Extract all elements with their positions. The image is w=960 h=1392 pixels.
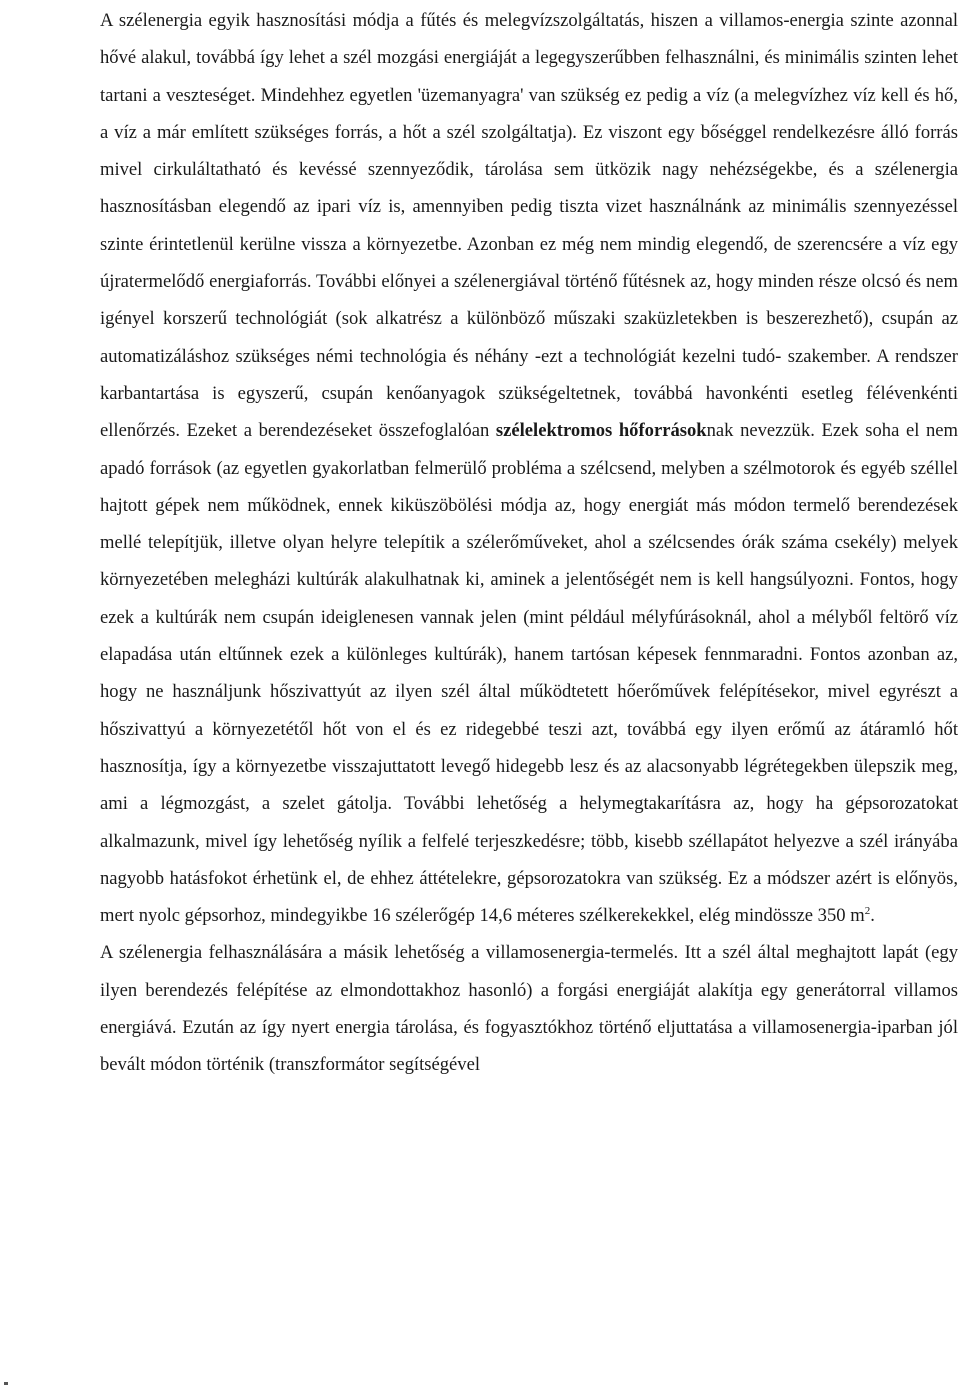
paragraph-heating-end: . xyxy=(870,905,875,927)
paragraph-heating-text-2: nak nevezzük. Ezek soha el nem apadó források (az egyetlen gyakorlatban felmerülő probléma a szélcsend, melyben a szélmotorok és egyéb széllel hajtott gépek nem működnek, ennek kiküszöbölési módja az, hogy energiát más módon termelő berendezések mellé telepítjük, illetve olyan helyre telepítik a szélerőműveket, ahol a szélcsendes órák száma csekély) melyek környezetében melegházi kultúrák alakulhatnak ki, aminek a jelentőségét nem is kell hangsúlyozni. Fontos, hogy ezek a kultúrák nem csupán ideiglenesen vannak jelen (mint például mélyfúrásoknál, ahol a mélyből feltörő víz elapadása után eltűnnek ezek a különleges kultúrák), hanem tartósan képesek fennmaradni. Fontos azonban az, hogy ne használjunk hőszivattyút az ilyen szél által működtetett hőerőművek felépítésekor, mivel egyrészt a hőszivattyú a környezetétől hőt von el és ez ridegebbé teszi azt, továbbá egy ilyen erőmű az átáramló hőt hasznosítja, így a környezetbe visszajuttatott levegő hidegebb lesz és az alacsonyabb légrétegekben ülepszik meg, ami a légmozgást, a szelet gátolja. További lehetőség a helymegtakarításra az, hogy ha gépsorozatokat alkalmazunk, mivel így lehetőség nyílik a felfelé terjeszkedésre; több, kisebb széllapátot helyezve a szél irányába nagyobb hatásfokot érhetünk el, de ehhez áttételekre, gépsorozatokra van szükség. Ez a módszer azért is előnyös, mert nyolc gépsorhoz, mindegyikbe 16 szélerőgép 14,6 méteres szélkerekekkel, elég mindössze 350 m xyxy=(100,420,958,927)
superscript-exponent: 2 xyxy=(864,904,871,917)
document-page xyxy=(100,2,958,1084)
bold-term: szélelektromos hőforrások xyxy=(495,420,707,442)
scan-mark xyxy=(4,1382,8,1385)
paragraph-heating-text-1: A szélenergia egyik hasznosítási módja a fűtés és melegvízszolgáltatás, hiszen a villamos-energia szinte azonnal hővé alakul, továbbá így lehet a szél mozgási energiáját a legegyszerűbben felhasználni, és minimális szinten lehet tartani a veszteséget. Mindehhez egyetlen 'üzemanyagra' van szükség ez pedig a víz (a melegvízhez víz kell és hő, a víz a már említett szükséges forrás, a hőt a szél szolgáltatja). Ez viszont egy bőséggel rendelkezésre álló forrás mivel cirkuláltatható és kevéssé szennyeződik, tárolása sem ütközik nagy nehézségekbe, és a szélenergia hasznosításban elegendő az ipari víz is, amennyiben pedig tiszta vizet használnánk az minimális szennyezéssel szinte érintetlenül kerülne vissza a környezetbe. Azonban ez még nem mindig elegendő, de szerencsére a víz egy újratermelődő energiaforrás. További előnyei a szélenergiával történő fűtésnek az, hogy minden része olcsó és nem igényel korszerű technológiát (sok alkatrész a különböző műszaki szaküzletekben is beszerezhető), csupán az automatizáláshoz szükséges némi technológia és néhány -ezt a technológiát kezelni tudó- szakember. A rendszer karbantartása is egyszerű, csupán kenőanyagok szükségeltetnek, továbbá havonkénti esetleg félévenkénti ellenőrzés. Ezeket a berendezéseket összefoglalóan xyxy=(100,10,958,442)
paragraph-electricity: A szélenergia felhasználására a másik lehetőség a villamosenergia-termelés. Itt a szél által meghajtott lapát (egy ilyen berendezés felépítése az elmondottakhoz hasonló) a forgási energiáját alakítja egy generátorral villamos energiává. Ezután az így nyert energia tárolása, és fogyasztókhoz történő eljuttatása a villamosenergia-iparban jól bevált módon történik (transzformátor segítségével xyxy=(100,942,958,1076)
paragraph-heating xyxy=(100,2,958,934)
